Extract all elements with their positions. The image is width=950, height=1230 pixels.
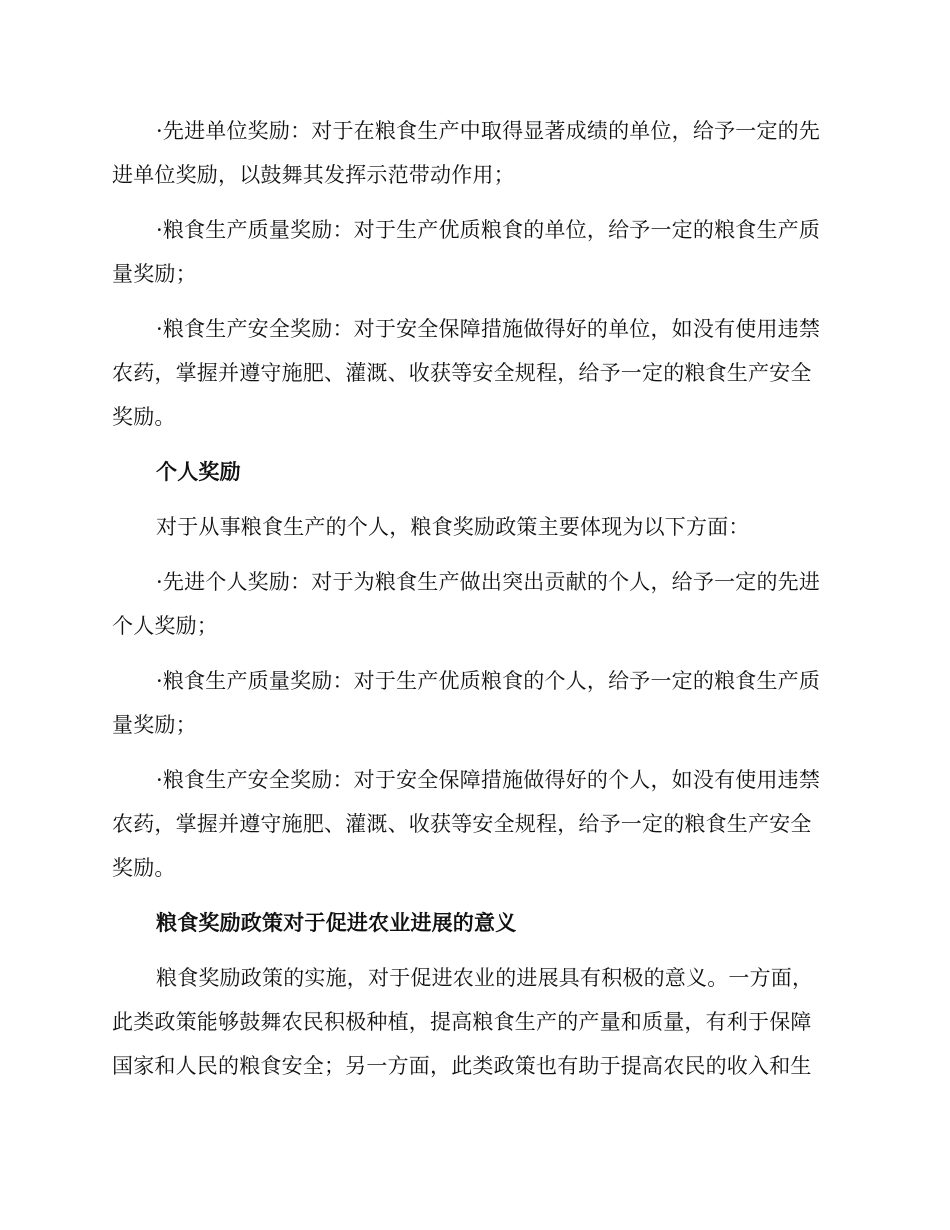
- document-page: [112, 109, 832, 1099]
- heading-individual-awards: 个人奖励: [156, 459, 241, 484]
- paragraph-individual-safety-award: ·粮食生产安全奖励：对于安全保障措施做得好的个人，如没有使用违禁农药，掌握并遵守施肥、灌溉、收获等安全规程，给予一定的粮食生产安全奖励。: [112, 768, 821, 880]
- paragraph-individual-quality-award: ·粮食生产质量奖励：对于生产优质粮食的个人，给予一定的粮食生产质量奖励；: [112, 669, 821, 737]
- paragraph-individual-intro: 对于从事粮食生产的个人，粮食奖励政策主要体现为以下方面：: [156, 515, 750, 539]
- paragraph-advanced-individual-award: ·先进个人奖励：对于为粮食生产做出突出贡献的个人，给予一定的先进个人奖励；: [112, 570, 821, 638]
- paragraph-unit-safety-award: ·粮食生产安全奖励：对于安全保障措施做得好的单位，如没有使用违禁农药，掌握并遵守施肥、灌溉、收获等安全规程，给予一定的粮食生产安全奖励。: [112, 317, 821, 429]
- paragraph-advanced-unit-award: ·先进单位奖励：对于在粮食生产中取得显著成绩的单位，给予一定的先进单位奖励，以鼓舞其发挥示范带动作用；: [112, 119, 821, 187]
- paragraph-unit-quality-award: ·粮食生产质量奖励：对于生产优质粮食的单位，给予一定的粮食生产质量奖励；: [112, 218, 821, 286]
- paragraph-policy-significance: 粮食奖励政策的实施，对于促进农业的进展具有积极的意义。一方面，此类政策能够鼓舞农民积极种植，提高粮食生产的产量和质量，有利于保障国家和人民的粮食安全；另一方面，此类政策也有助于提高农民的收入和生: [112, 966, 814, 1078]
- heading-policy-significance: 粮食奖励政策对于促进农业进展的意义: [156, 910, 517, 935]
